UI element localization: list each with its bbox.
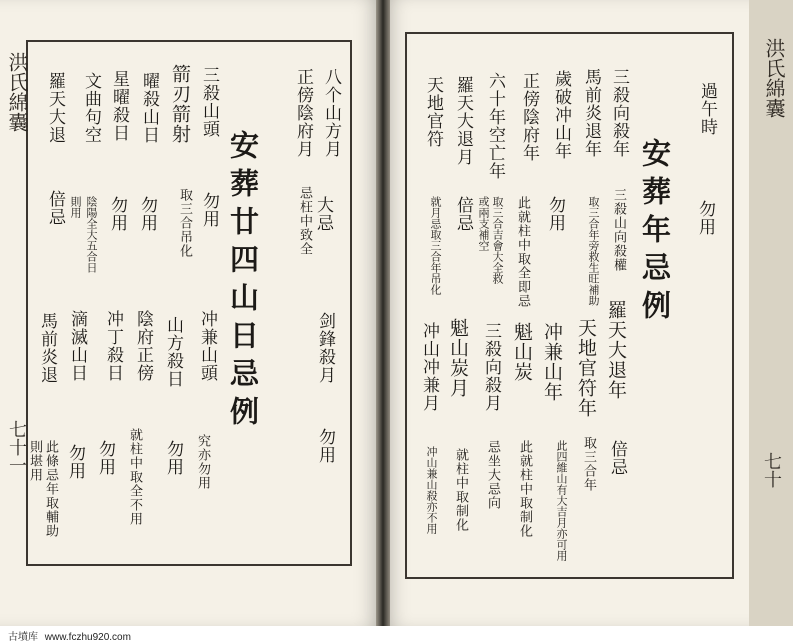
right-top-note: 過午時: [697, 82, 717, 136]
right-col-8: 天地官符年: [575, 318, 597, 418]
left-col-4: 忌枉中致全: [297, 186, 312, 256]
left-col-24: 陰陽全大五合日: [85, 196, 98, 273]
left-col-22: 勿用: [95, 440, 115, 476]
left-col-12: 山方殺日: [163, 316, 183, 388]
right-col-19: 取三合吉會大全救: [491, 196, 504, 284]
left-page-number: 七十一: [6, 420, 27, 474]
left-col-19: 星曜殺日: [109, 70, 129, 142]
left-col-2: 正傍陰府月: [293, 68, 313, 158]
left-col-23: 文曲句空: [81, 72, 101, 144]
left-col-26: 滴滅山日: [67, 310, 87, 382]
site-name: 古墳库: [8, 632, 38, 643]
right-col-7: 三殺山向殺權: [611, 188, 626, 272]
right-col-13: 此四維山有大吉月亦可用: [555, 440, 568, 561]
left-col-29: 倍忌: [45, 190, 65, 226]
left-col-9: 勿用: [199, 192, 219, 228]
right-col-4: 羅天大退年: [605, 300, 627, 400]
right-col-3: 取三合年旁救生旺補助: [587, 196, 600, 306]
right-col-24: 倍忌: [453, 196, 473, 232]
right-page-number: 七十: [761, 452, 782, 488]
right-center-note: 勿用: [695, 200, 715, 236]
right-col-2: 馬前炎退年: [581, 68, 601, 158]
left-col-6: 勿用: [315, 428, 335, 464]
left-col-10: 取三合吊化: [177, 188, 192, 258]
left-col-7: 三殺山頭: [199, 66, 219, 138]
left-col-32: 則堪用: [27, 440, 42, 482]
left-col-5: 剑鋒殺月: [315, 312, 335, 384]
left-col-31: 此條忌年取輔助: [43, 440, 58, 538]
left-col-14: 勿用: [163, 440, 183, 476]
right-col-6: 歲破冲山年: [551, 70, 571, 160]
left-col-11: 冲兼山頭: [197, 310, 217, 382]
right-col-23: 天地官符: [423, 76, 443, 148]
right-col-18: 羅天大退月: [453, 76, 473, 166]
right-col-5: 倍忌: [607, 440, 627, 476]
right-col-9: 取三合年: [581, 436, 596, 492]
right-col-10: 正傍陰府年: [519, 72, 539, 162]
left-col-27: 勿用: [65, 444, 85, 480]
right-col-27: 就月忌取三合年吊化: [429, 196, 442, 295]
right-col-11: 勿用: [545, 196, 565, 232]
right-col-20: 或兩支補空: [477, 196, 490, 251]
right-col-26: 就柱中取制化: [453, 448, 468, 532]
left-col-18: 就柱中取全不用: [127, 428, 142, 526]
right-margin-title: 洪氏綿囊: [762, 38, 786, 118]
right-center-title: 安葬年忌例: [638, 138, 672, 328]
left-col-25: 則用: [69, 196, 82, 218]
site-url[interactable]: www.fczhu920.com: [44, 632, 131, 643]
site-footer: [8, 628, 135, 643]
left-col-3: 大忌: [313, 196, 333, 232]
right-col-17: 此就柱中取制化: [517, 440, 532, 538]
right-col-15: 此就柱中取全即忌: [515, 196, 530, 308]
left-col-8: 箭刃箭射: [169, 64, 191, 144]
book-spine-fold: [376, 0, 390, 626]
left-col-30: 馬前炎退: [37, 312, 57, 384]
left-col-15: 曜殺山日: [139, 72, 159, 144]
right-col-16: 魁山炭: [511, 322, 533, 382]
left-col-13: 究亦勿用: [195, 434, 210, 490]
right-col-28: 冲山冲兼月: [419, 322, 439, 412]
right-col-21: 三殺向殺月: [481, 322, 501, 412]
left-col-20: 勿用: [107, 196, 127, 232]
left-col-28: 羅天大退: [45, 72, 65, 144]
left-center-title: 安葬廿四山日忌例: [226, 130, 260, 434]
right-col-22: 忌坐大忌向: [485, 440, 500, 510]
right-col-14: 六十年空亡年: [485, 72, 505, 180]
left-col-1: 八个山方月: [321, 68, 341, 158]
right-col-1: 三殺向殺年: [609, 68, 629, 158]
left-col-16: 勿用: [137, 196, 157, 232]
left-margin-title: 洪氏綿囊: [5, 52, 29, 132]
right-col-29: 冲山兼山殺亦不用: [425, 446, 438, 534]
left-col-17: 陰府正傍: [133, 310, 153, 382]
right-col-12: 冲兼山年: [541, 322, 563, 402]
left-col-21: 冲丁殺日: [103, 310, 123, 382]
right-col-25: 魁山炭月: [447, 318, 469, 398]
